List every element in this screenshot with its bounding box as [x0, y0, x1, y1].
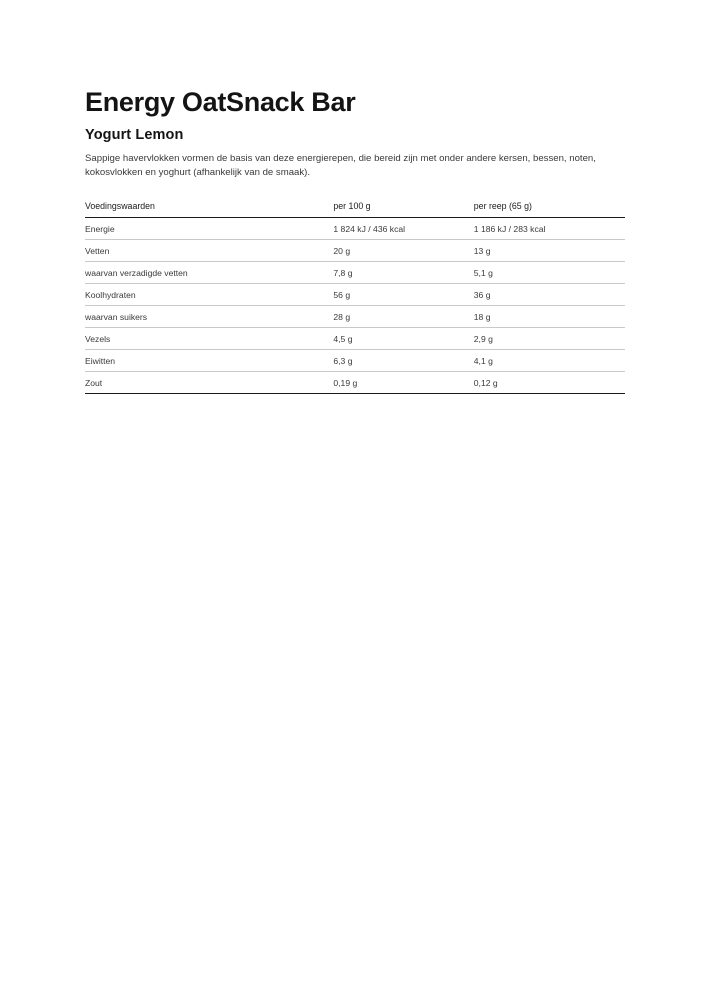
- value-per-portion: 2,9 g: [474, 328, 625, 350]
- table-row: [85, 240, 625, 262]
- value-per-portion: 36 g: [474, 284, 625, 306]
- nutrient-label: waarvan verzadigde vetten: [85, 262, 333, 284]
- value-per-100g: 4,5 g: [333, 328, 473, 350]
- value-per-portion: 13 g: [474, 240, 625, 262]
- product-flavor-subtitle: Yogurt Lemon: [85, 126, 184, 143]
- value-per-portion: 4,1 g: [474, 350, 625, 372]
- column-header-nutrient: Voedingswaarden: [85, 201, 333, 218]
- nutrient-label: Vetten: [85, 240, 333, 262]
- value-per-100g: 6,3 g: [333, 350, 473, 372]
- value-per-100g: 20 g: [333, 240, 473, 262]
- column-header-per-portion: per reep (65 g): [474, 201, 625, 218]
- value-per-portion: 1 186 kJ / 283 kcal: [474, 218, 625, 240]
- nutrient-label: Koolhydraten: [85, 284, 333, 306]
- nutrient-label: Energie: [85, 218, 333, 240]
- value-per-100g: 0,19 g: [333, 372, 473, 394]
- content-container: [85, 88, 625, 394]
- table-row: [85, 262, 625, 284]
- page-title: Energy OatSnack Bar: [85, 87, 356, 117]
- value-per-portion: 5,1 g: [474, 262, 625, 284]
- nutrition-table-body: [85, 218, 625, 394]
- nutrient-label: Zout: [85, 372, 333, 394]
- value-per-portion: 0,12 g: [474, 372, 625, 394]
- table-header-row: [85, 201, 625, 218]
- nutrition-table: [85, 201, 625, 394]
- value-per-portion: 18 g: [474, 306, 625, 328]
- table-row: [85, 284, 625, 306]
- nutrient-label: Vezels: [85, 328, 333, 350]
- value-per-100g: 56 g: [333, 284, 473, 306]
- value-per-100g: 28 g: [333, 306, 473, 328]
- table-row: [85, 328, 625, 350]
- value-per-100g: 1 824 kJ / 436 kcal: [333, 218, 473, 240]
- table-row: [85, 350, 625, 372]
- nutrition-table-header: [85, 201, 625, 218]
- nutrient-label: waarvan suikers: [85, 306, 333, 328]
- table-row: [85, 306, 625, 328]
- table-row: [85, 218, 625, 240]
- nutrient-label: Eiwitten: [85, 350, 333, 372]
- table-row: [85, 372, 625, 394]
- column-header-per-100g: per 100 g: [333, 201, 473, 218]
- value-per-100g: 7,8 g: [333, 262, 473, 284]
- product-description: Sappige havervlokken vormen de basis van deze energierepen, die bereid zijn met onder andere kersen, bessen, noten, kokosvlokken en yoghurt (afhankelijk van de smaak).: [85, 152, 596, 179]
